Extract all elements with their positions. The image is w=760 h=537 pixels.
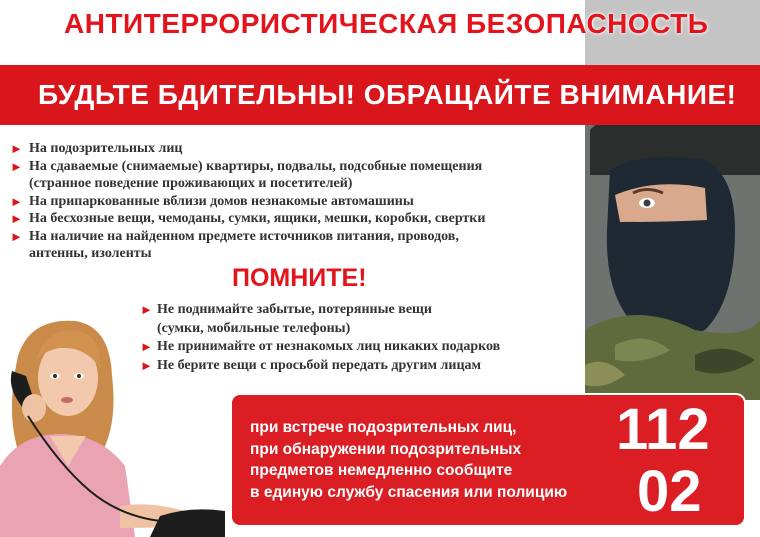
list-item-text: На сдаваемые (снимаемые) квартиры, подвалы, подсобные помещения xyxy=(29,158,483,174)
triangle-right-icon: ► xyxy=(10,211,23,226)
emergency-line: предметов немедленно сообщите xyxy=(250,462,513,479)
triangle-right-icon: ► xyxy=(10,193,23,209)
triangle-right-icon: ► xyxy=(140,302,153,317)
list-item-text: Не принимайте от незнакомых лиц никаких подарков xyxy=(157,339,501,354)
list-item-text: На наличие на найденном предмете источников питания, проводов, xyxy=(29,228,459,244)
list-item xyxy=(10,228,580,246)
emergency-line: при встрече подозрительных лиц, xyxy=(250,419,517,436)
list-item xyxy=(10,158,580,176)
attention-list xyxy=(10,140,580,263)
emergency-line: при обнаружении подозрительных xyxy=(250,440,522,458)
soldier-illustration xyxy=(585,0,760,400)
list-item xyxy=(10,210,580,228)
emergency-line: в единую службу спасения или полицию xyxy=(250,483,568,501)
triangle-right-icon: ► xyxy=(10,158,23,174)
list-item xyxy=(10,140,580,158)
list-item-text: На припаркованные вблизи домов незнакомые автомашины xyxy=(29,193,414,209)
list-item-text: (странное поведение проживающих и посетителей) xyxy=(29,176,353,191)
list-item-continuation xyxy=(10,245,580,263)
triangle-right-icon: ► xyxy=(140,357,153,373)
triangle-right-icon: ► xyxy=(10,228,23,244)
page-title: АНТИТЕРРОРИСТИЧЕСКАЯ БЕЗОПАСНОСТЬ xyxy=(64,8,709,39)
police-number-02: 02 xyxy=(637,459,702,524)
banner-text: БУДЬТЕ БДИТЕЛЬНЫ! ОБРАЩАЙТЕ ВНИМАНИЕ! xyxy=(38,79,737,110)
emergency-message xyxy=(250,417,625,503)
list-item-text: антенны, изоленты xyxy=(29,246,152,261)
list-item xyxy=(10,193,580,211)
list-item xyxy=(140,338,580,357)
list-item xyxy=(140,357,580,376)
list-item-text: На подозрительных лиц xyxy=(29,141,183,156)
emergency-number-112: 112 xyxy=(616,397,710,462)
triangle-right-icon: ► xyxy=(140,339,153,354)
list-item-text: Не берите вещи с просьбой передать другим лицам xyxy=(157,357,482,373)
soldier-photo xyxy=(585,0,760,400)
list-item-continuation xyxy=(10,175,580,193)
emergency-panel xyxy=(232,395,744,525)
list-item-text: (сумки, мобильные телефоны) xyxy=(157,320,351,336)
list-item xyxy=(140,301,580,320)
list-item-continuation xyxy=(140,320,580,339)
list-item-text: Не поднимайте забытые, потерянные вещи xyxy=(157,302,432,317)
remember-heading: ПОМНИТЕ! xyxy=(232,264,367,292)
remember-list xyxy=(140,301,580,375)
list-item-text: На бесхозные вещи, чемоданы, сумки, ящики, мешки, коробки, свертки xyxy=(29,211,486,226)
triangle-right-icon: ► xyxy=(10,141,23,156)
